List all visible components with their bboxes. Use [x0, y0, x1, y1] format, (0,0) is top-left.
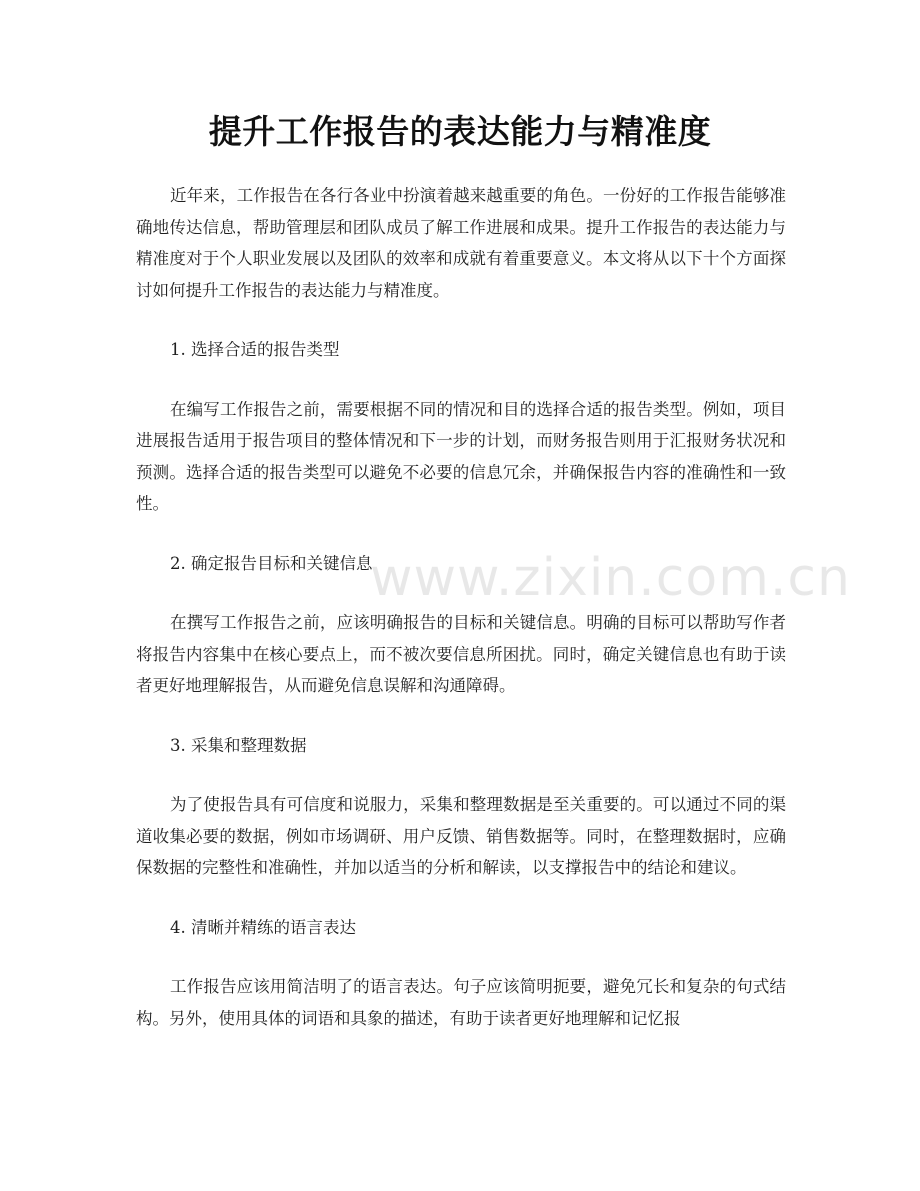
section-heading-4: 4. 清晰并精练的语言表达 [170, 917, 356, 937]
watermark-text: www.zixin.com.cn [370, 548, 851, 608]
section-heading-1: 1. 选择合适的报告类型 [170, 340, 340, 359]
document-body [136, 180, 786, 1062]
intro-paragraph: 近年来，工作报告在各行各业中扮演着越来越重要的角色。一份好的工作报告能够准确地传达信息，帮助管理层和团队成员了解工作进展和成果。提升工作报告的表达能力与精准度对于个人职业发展以及团队的效率和成就有着重要意义。本文将从以下十个方面探讨如何提升工作报告的表达能力与精准度。 [136, 186, 786, 300]
document-title: 提升工作报告的表达能力与精准度 [208, 112, 712, 151]
section-heading-3: 3. 采集和整理数据 [170, 735, 307, 755]
section-heading-2: 2. 确定报告目标和关键信息 [170, 553, 373, 573]
section-paragraph-4: 工作报告应该用简洁明了的语言表达。句子应该简明扼要，避免冗长和复杂的句式结构。另外，使用具体的词语和具象的描述，有助于读者更好地理解和记忆报 [136, 977, 786, 1028]
section-paragraph-3: 为了使报告具有可信度和说服力，采集和整理数据是至关重要的。可以通过不同的渠道收集必要的数据，例如市场调研、用户反馈、销售数据等。同时，在整理数据时，应确保数据的完整性和准确性，并加以适当的分析和解读，以支撑报告中的结论和建议。 [136, 795, 786, 877]
section-paragraph-1: 在编写工作报告之前，需要根据不同的情况和目的选择合适的报告类型。例如，项目进展报告适用于报告项目的整体情况和下一步的计划，而财务报告则用于汇报财务状况和预测。选择合适的报告类型可以避免不必要的信息冗余，并确保报告内容的准确性和一致性。 [136, 399, 786, 513]
section-paragraph-2: 在撰写工作报告之前，应该明确报告的目标和关键信息。明确的目标可以帮助写作者将报告内容集中在核心要点上，而不被次要信息所困扰。同时，确定关键信息也有助于读者更好地理解报告，从而避免信息误解和沟通障碍。 [136, 613, 786, 695]
